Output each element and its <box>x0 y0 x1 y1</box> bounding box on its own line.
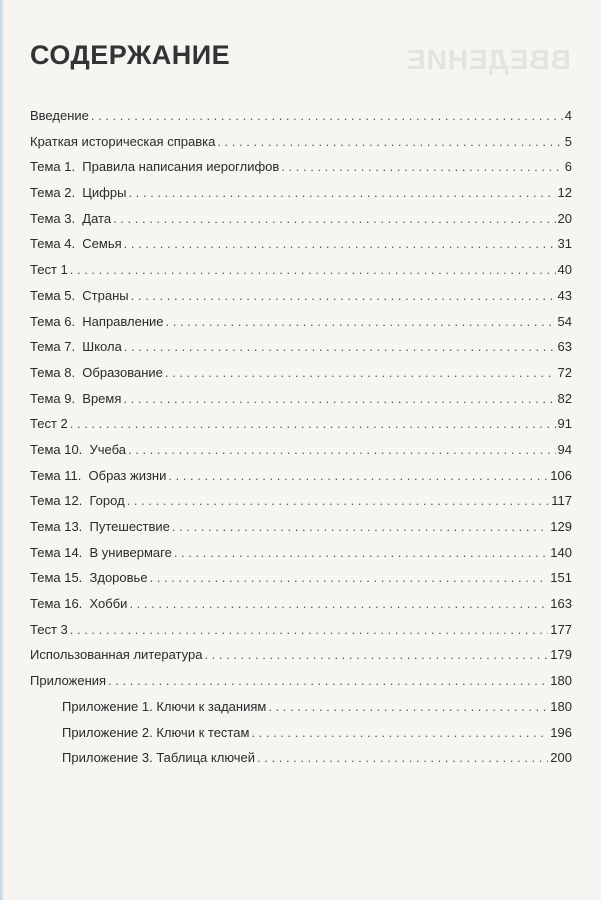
toc-entry[interactable] <box>30 439 572 465</box>
toc-entry-page: 94 <box>557 441 572 457</box>
dot-leader <box>257 747 548 769</box>
toc-entry-page: 180 <box>550 698 572 714</box>
toc-entry[interactable] <box>30 722 572 748</box>
dot-leader <box>268 696 548 718</box>
toc-entry[interactable] <box>30 285 572 311</box>
toc-entry[interactable] <box>30 156 572 182</box>
toc-entry-page: 117 <box>551 493 572 509</box>
toc-entry-label: Приложение 3. Таблица ключей <box>62 750 256 766</box>
toc-entry-label: Тема 13. Путешествие <box>30 519 170 534</box>
toc-entry-label: Тема 9. Время <box>30 390 122 406</box>
toc-entry-label: Тема 10. Учеба <box>30 441 127 457</box>
dot-leader <box>123 388 555 410</box>
toc-entry[interactable] <box>30 131 572 157</box>
toc-entry-page: 140 <box>550 544 572 560</box>
toc-entry[interactable] <box>30 567 572 593</box>
page-edge <box>0 0 4 900</box>
toc-entry-label: Тема 16. Хобби <box>30 596 128 612</box>
toc-entry-label: Тема 14. В универмаге <box>30 544 172 560</box>
toc-entry[interactable] <box>30 182 572 208</box>
toc-entry[interactable] <box>30 619 572 645</box>
toc-entry[interactable] <box>30 593 572 619</box>
toc-entry[interactable] <box>30 670 572 696</box>
toc-entry-page: 91 <box>557 416 572 432</box>
toc-entry[interactable] <box>30 388 572 414</box>
toc-entry-page: 4 <box>564 108 572 123</box>
dot-leader <box>128 182 555 204</box>
toc-entry-page: 163 <box>550 596 572 612</box>
toc-entry-label: Введение <box>30 108 89 123</box>
dot-leader <box>124 233 556 255</box>
toc-entry-label: Тема 11. Образ жизни <box>30 467 167 483</box>
toc-entry[interactable] <box>30 490 572 516</box>
dot-leader <box>150 567 549 589</box>
toc-entry[interactable] <box>30 542 572 568</box>
toc-entry[interactable] <box>30 696 572 722</box>
toc-entry[interactable] <box>30 747 572 773</box>
toc-entry-label: Тест 3 <box>30 621 68 637</box>
toc-entry-page: 200 <box>550 750 572 766</box>
dot-leader <box>128 439 556 461</box>
toc-entry-label: Тема 1. Правила написания иероглифов <box>30 159 280 175</box>
toc-entry-page: 5 <box>564 133 572 149</box>
dot-leader <box>108 670 548 692</box>
toc-entry-label: Тема 6. Направление <box>30 313 164 329</box>
toc-entry-page: 82 <box>557 390 572 406</box>
bleed-through-text: ВВЕДЕНИЕ <box>406 44 571 75</box>
table-of-contents <box>30 105 572 773</box>
toc-entry-label: Тест 1 <box>30 262 68 278</box>
toc-entry-label: Тест 2 <box>30 416 68 432</box>
page-title: СОДЕРЖАНИЕ <box>30 40 231 70</box>
toc-entry-page: 179 <box>550 647 572 663</box>
toc-entry-page: 31 <box>557 236 572 252</box>
dot-leader <box>70 619 549 641</box>
toc-entry-page: 180 <box>550 673 572 689</box>
toc-entry[interactable] <box>30 311 572 337</box>
toc-entry-label: Тема 2. Цифры <box>30 185 127 201</box>
toc-entry-page: 20 <box>557 210 572 226</box>
toc-entry[interactable] <box>30 644 572 670</box>
toc-entry[interactable] <box>30 336 572 362</box>
toc-entry-page: 177 <box>550 621 572 637</box>
toc-entry[interactable] <box>30 233 572 259</box>
dot-leader <box>166 311 556 333</box>
toc-entry-label: Приложение 2. Ключи к тестам <box>62 724 250 740</box>
toc-entry-label: Краткая историческая справка <box>30 133 216 149</box>
toc-entry-page: 54 <box>557 313 572 329</box>
dot-leader <box>70 413 556 435</box>
toc-entry[interactable] <box>30 516 572 542</box>
toc-entry-page: 151 <box>550 570 572 586</box>
dot-leader <box>91 105 563 127</box>
dot-leader <box>165 362 556 384</box>
toc-entry-label: Использованная литература <box>30 647 203 663</box>
toc-entry-page: 196 <box>550 724 572 740</box>
toc-entry[interactable] <box>30 465 572 491</box>
toc-entry-page: 12 <box>557 185 572 201</box>
toc-entry-label: Тема 8. Образование <box>30 364 163 380</box>
toc-entry-label: Приложения <box>30 673 107 689</box>
toc-entry-page: 106 <box>550 467 572 483</box>
dot-leader <box>129 593 548 615</box>
dot-leader <box>281 156 562 178</box>
toc-entry-page: 129 <box>550 519 572 534</box>
dot-leader <box>168 465 548 487</box>
toc-entry[interactable] <box>30 208 572 234</box>
toc-entry-label: Тема 15. Здоровье <box>30 570 148 586</box>
dot-leader <box>127 490 550 512</box>
dot-leader <box>172 516 548 538</box>
toc-entry-label: Приложение 1. Ключи к заданиям <box>62 698 267 714</box>
dot-leader <box>124 336 556 358</box>
toc-entry-page: 72 <box>557 364 572 380</box>
toc-entry-label: Тема 3. Дата <box>30 210 112 226</box>
toc-entry[interactable] <box>30 105 572 131</box>
toc-entry-label: Тема 5. Страны <box>30 287 129 303</box>
dot-leader <box>251 722 548 744</box>
dot-leader <box>204 644 548 666</box>
toc-entry-page: 63 <box>557 339 572 355</box>
toc-entry[interactable] <box>30 259 572 285</box>
toc-entry-label: Тема 4. Семья <box>30 236 122 252</box>
dot-leader <box>131 285 556 307</box>
dot-leader <box>174 542 548 564</box>
toc-entry[interactable] <box>30 413 572 439</box>
toc-entry-label: Тема 7. Школа <box>30 339 122 355</box>
toc-entry-page: 43 <box>557 287 572 303</box>
toc-entry-page: 40 <box>557 262 572 278</box>
dot-leader <box>70 259 556 281</box>
toc-entry-label: Тема 12. Город <box>30 493 125 509</box>
dot-leader <box>217 131 562 153</box>
toc-entry-page: 6 <box>564 159 572 175</box>
toc-entry[interactable] <box>30 362 572 388</box>
dot-leader <box>113 208 555 230</box>
